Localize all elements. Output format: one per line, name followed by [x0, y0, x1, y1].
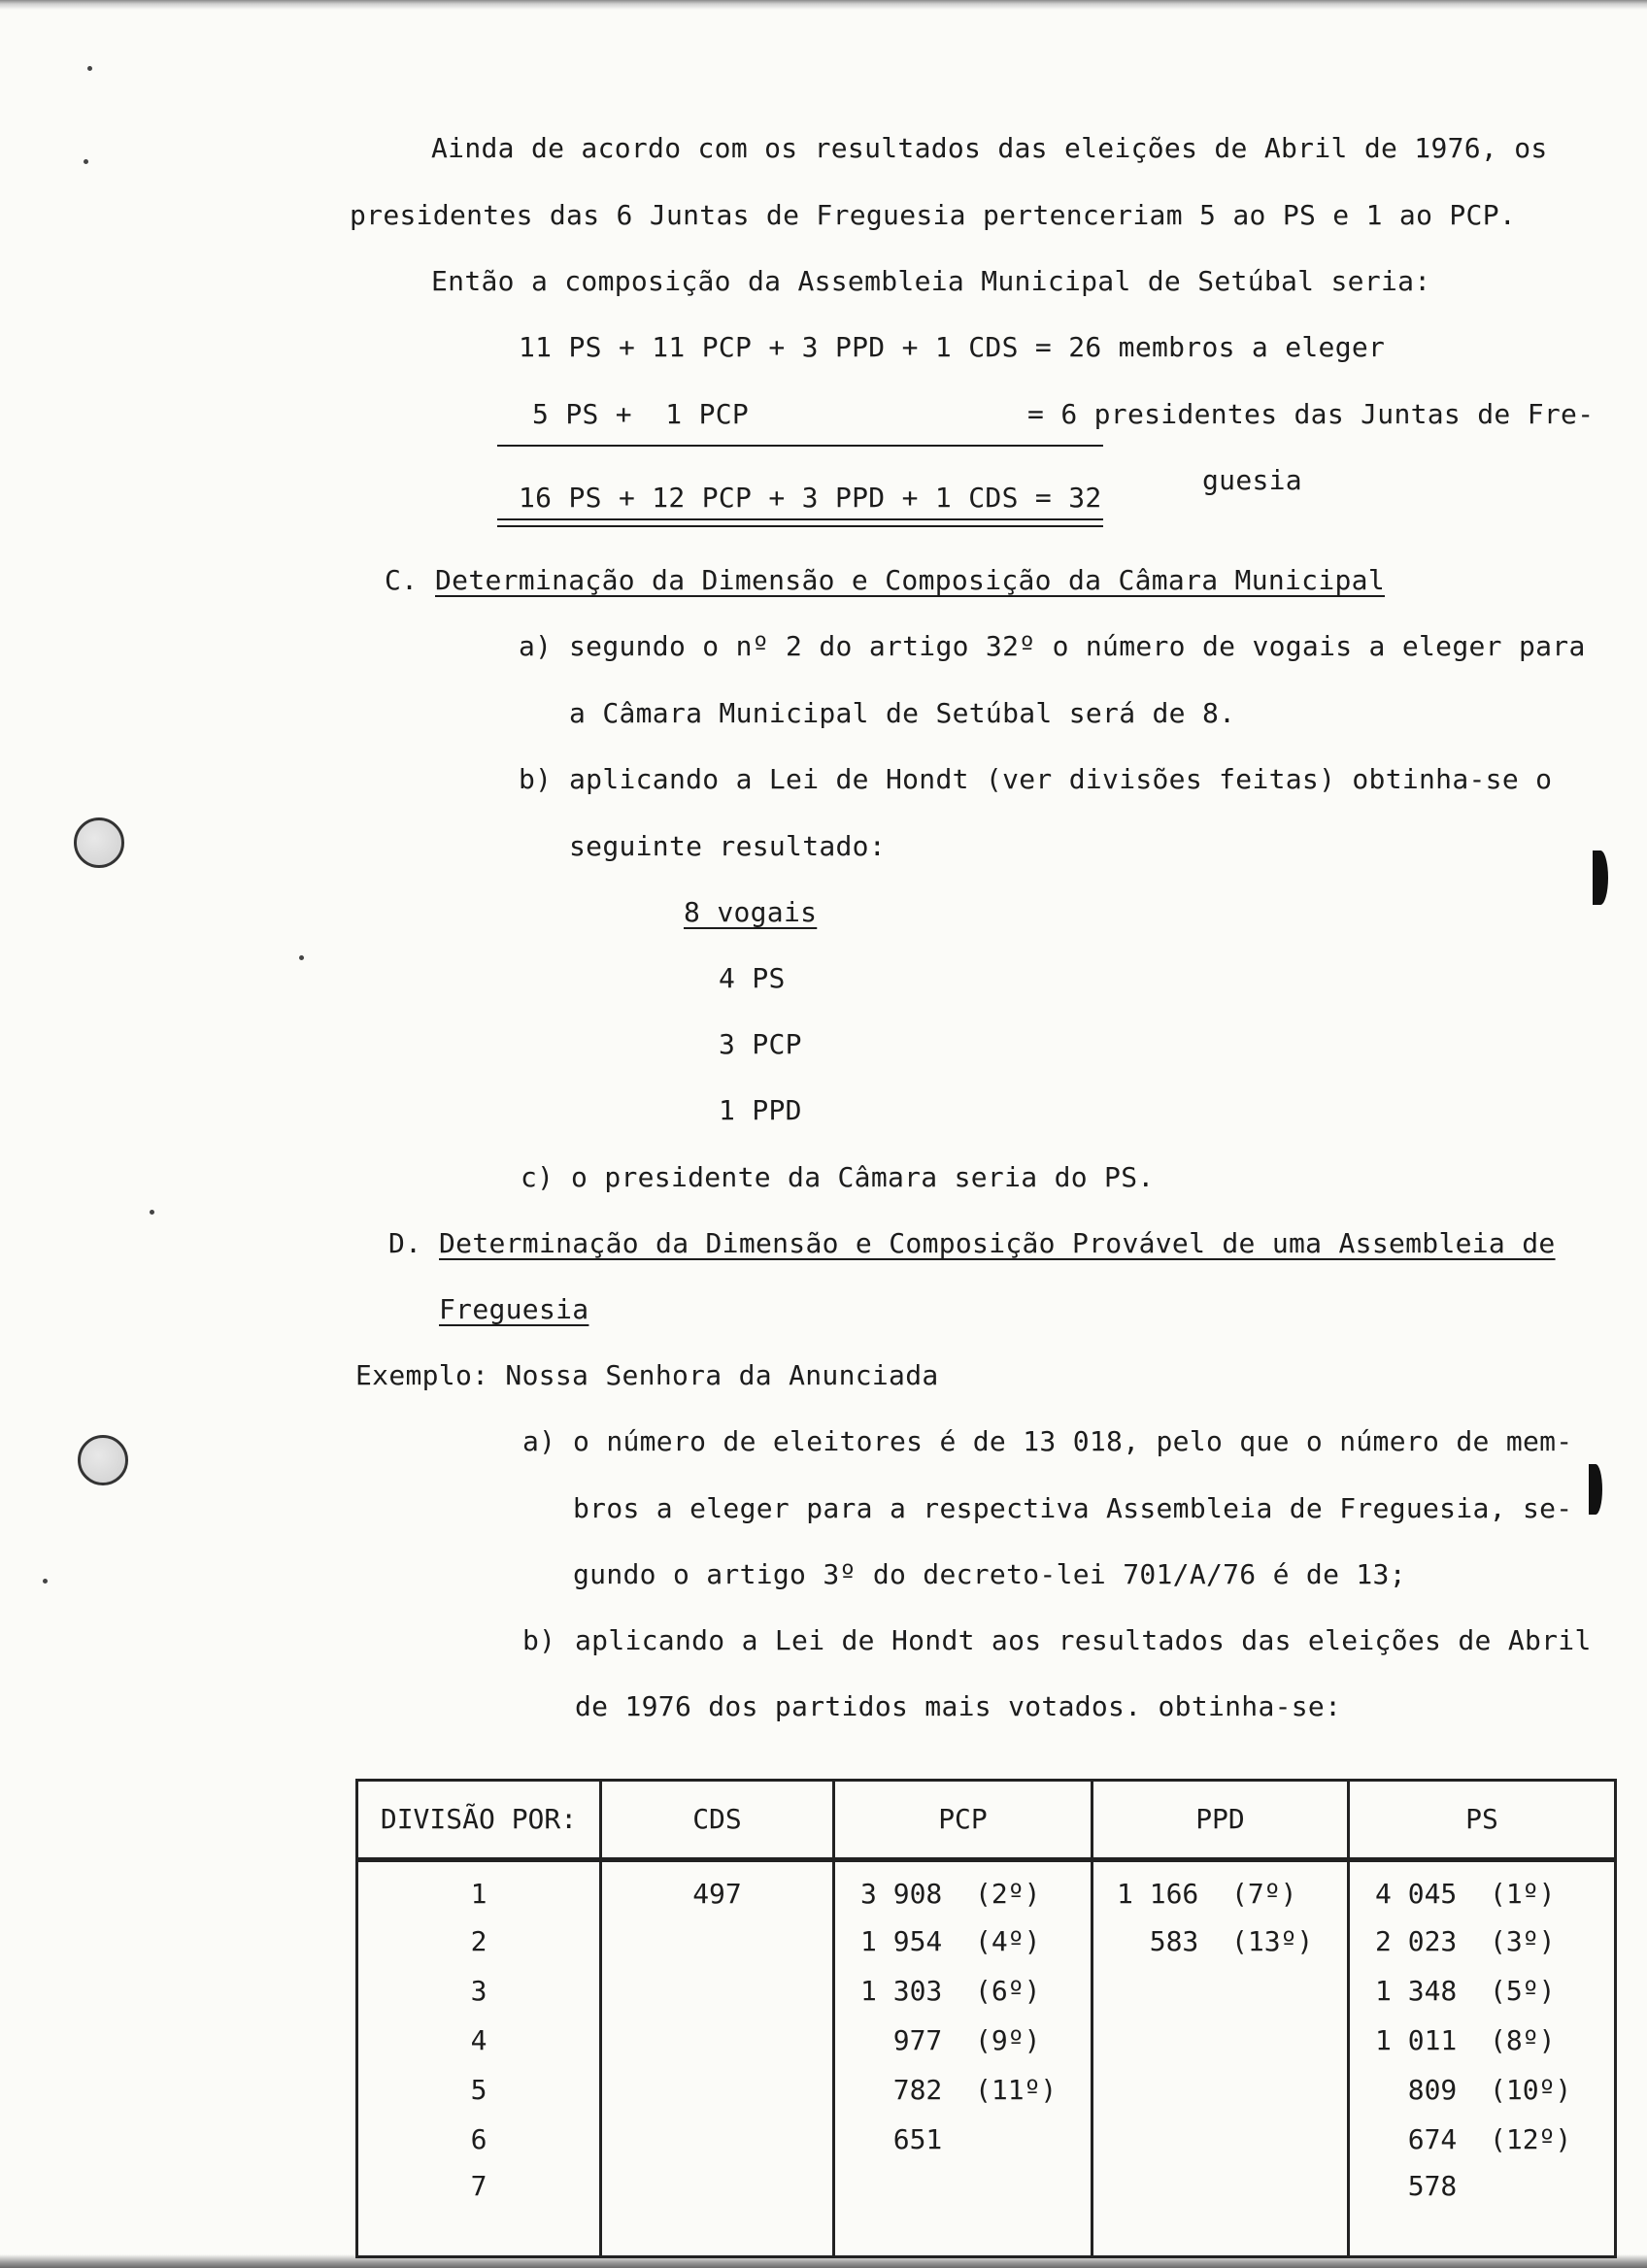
table-header-cell: PCP — [834, 1781, 1092, 1860]
table-cell: 782 (11º) — [834, 2065, 1092, 2115]
composition-total: 16 PS + 12 PCP + 3 PPD + 1 CDS = 32 — [519, 482, 1102, 514]
table-header-cell: PS — [1349, 1781, 1616, 1860]
composition-row: 5 PS + 1 PCP — [532, 398, 750, 430]
table-cell: 7 — [357, 2164, 601, 2257]
table-cell: 497 — [601, 1860, 834, 1918]
paragraph-line: Então a composição da Assembleia Municipal de Setúbal seria: — [431, 265, 1431, 297]
table-cell: 578 — [1349, 2164, 1616, 2257]
table-row — [357, 1966, 1616, 2016]
table-row — [357, 1860, 1616, 1918]
table-cell — [1092, 2164, 1349, 2257]
table-cell — [1092, 2065, 1349, 2115]
table-row — [357, 2115, 1616, 2164]
composition-row-cont: guesia — [1202, 464, 1302, 496]
table-cell — [1092, 2115, 1349, 2164]
table-row — [357, 2016, 1616, 2065]
total-rule — [497, 518, 1103, 520]
speck — [87, 66, 92, 71]
section-letter: D. — [388, 1227, 422, 1259]
item-text: a Câmara Municipal de Setúbal será de 8. — [569, 697, 1236, 729]
speck — [299, 955, 304, 960]
table-cell: 809 (10º) — [1349, 2065, 1616, 2115]
table-cell — [601, 1966, 834, 2016]
item-label: a) — [522, 1425, 556, 1457]
section-letter: C. — [385, 564, 419, 596]
section-heading: Determinação da Dimensão e Composição da Câmara Municipal — [435, 564, 1385, 596]
table-header-cell: DIVISÃO POR: — [357, 1781, 601, 1860]
section-heading: Determinação da Dimensão e Composição Provável de uma Assembleia de — [439, 1227, 1556, 1259]
table-cell: 4 045 (1º) — [1349, 1860, 1616, 1918]
item-text: segundo o nº 2 do artigo 32º o número de vogais a eleger para — [569, 630, 1586, 662]
item-text: o presidente da Câmara seria do PS. — [571, 1161, 1155, 1193]
total-rule-double — [497, 525, 1103, 527]
item-text: o número de eleitores é de 13 018, pelo que o número de mem- — [573, 1425, 1573, 1457]
table-cell: 977 (9º) — [834, 2016, 1092, 2065]
table-cell: 1 011 (8º) — [1349, 2016, 1616, 2065]
table-cell — [601, 1917, 834, 1966]
item-text: de 1976 dos partidos mais votados. obtinha-se: — [575, 1690, 1342, 1722]
composition-row-right: = 6 presidentes das Juntas de Fre- — [1027, 398, 1595, 430]
composition-row: 11 PS + 11 PCP + 3 PPD + 1 CDS = 26 membros a eleger — [519, 331, 1386, 363]
table-row — [357, 2065, 1616, 2115]
table-header-row — [357, 1781, 1616, 1860]
result-heading: 8 vogais — [684, 896, 818, 928]
paragraph-line: presidentes das 6 Juntas de Freguesia pertenceriam 5 ao PS e 1 ao PCP. — [350, 199, 1517, 231]
result-item: 4 PS — [719, 962, 786, 994]
item-label: a) — [519, 630, 553, 662]
table-row — [357, 2164, 1616, 2257]
item-label: c) — [521, 1161, 555, 1193]
table-cell: 1 166 (7º) — [1092, 1860, 1349, 1918]
speck — [84, 159, 88, 164]
speck — [150, 1210, 154, 1215]
table-cell — [601, 2016, 834, 2065]
result-item: 1 PPD — [719, 1094, 802, 1126]
table-cell: 2 023 (3º) — [1349, 1917, 1616, 1966]
item-text: seguinte resultado: — [569, 830, 886, 862]
item-text: bros a eleger para a respectiva Assembleia de Freguesia, se- — [573, 1492, 1573, 1524]
speck — [43, 1579, 48, 1584]
table-cell: 674 (12º) — [1349, 2115, 1616, 2164]
table-cell: 3 — [357, 1966, 601, 2016]
punch-hole-bottom — [78, 1435, 128, 1485]
example-line: Exemplo: Nossa Senhora da Anunciada — [355, 1359, 939, 1391]
item-label: b) — [519, 763, 553, 795]
dhondt-table — [355, 1779, 1617, 2258]
item-text: aplicando a Lei de Hondt aos resultados das eleições de Abril — [575, 1624, 1592, 1656]
table-cell: 4 — [357, 2016, 601, 2065]
section-heading: Freguesia — [439, 1293, 589, 1325]
result-item: 3 PCP — [719, 1028, 802, 1060]
table-cell — [1092, 1966, 1349, 2016]
table-cell: 6 — [357, 2115, 601, 2164]
sum-rule — [497, 445, 1103, 447]
table-cell: 5 — [357, 2065, 601, 2115]
item-text: aplicando a Lei de Hondt (ver divisões feitas) obtinha-se o — [569, 763, 1553, 795]
table-cell: 1 — [357, 1860, 601, 1918]
table-row — [357, 1917, 1616, 1966]
table-header-cell: CDS — [601, 1781, 834, 1860]
margin-mark-top — [1593, 850, 1608, 905]
table-cell — [601, 2164, 834, 2257]
table-cell: 2 — [357, 1917, 601, 1966]
table-cell: 651 — [834, 2115, 1092, 2164]
table-cell — [601, 2115, 834, 2164]
table-cell: 1 303 (6º) — [834, 1966, 1092, 2016]
table-cell — [1092, 2016, 1349, 2065]
scan-top-edge — [0, 0, 1647, 10]
item-label: b) — [522, 1624, 556, 1656]
table-header-cell: PPD — [1092, 1781, 1349, 1860]
table-cell: 1 954 (4º) — [834, 1917, 1092, 1966]
table-cell: 1 348 (5º) — [1349, 1966, 1616, 2016]
table-cell: 3 908 (2º) — [834, 1860, 1092, 1918]
table-cell: 583 (13º) — [1092, 1917, 1349, 1966]
punch-hole-top — [74, 817, 124, 868]
paragraph-line: Ainda de acordo com os resultados das eleições de Abril de 1976, os — [431, 132, 1548, 164]
item-text: gundo o artigo 3º do decreto-lei 701/A/76 é de 13; — [573, 1558, 1406, 1590]
table-cell — [601, 2065, 834, 2115]
margin-mark-bottom — [1589, 1464, 1602, 1515]
table-cell — [834, 2164, 1092, 2257]
